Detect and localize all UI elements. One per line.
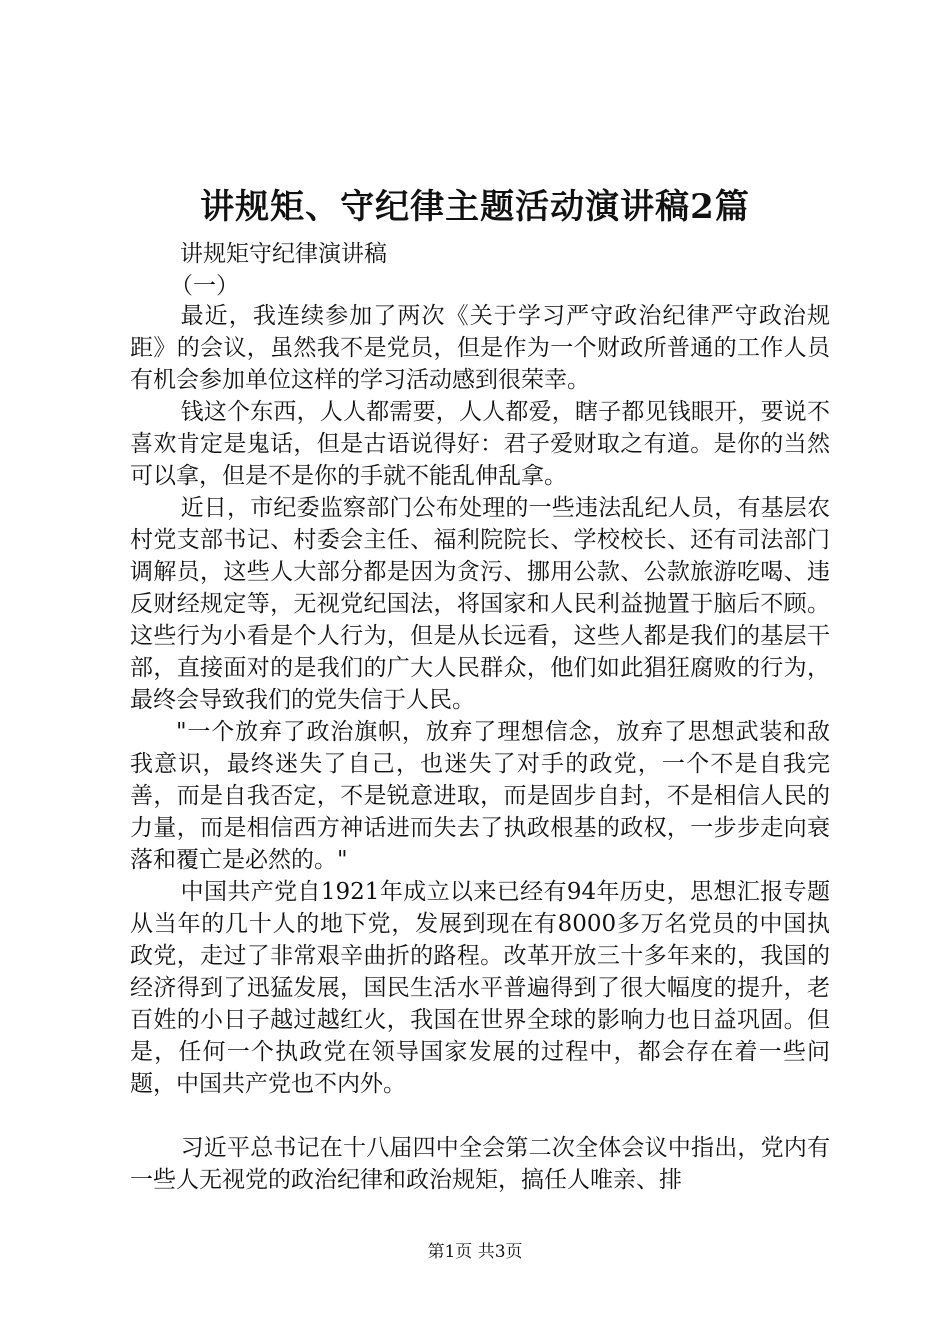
paragraph-6: 习近平总书记在十八届四中全会第二次全体会议中指出，党内有一些人无视党的政治纪律和政治规矩，搞任人唯亲、排 — [130, 1135, 830, 1193]
section-label: （一） — [170, 273, 239, 299]
paragraph-2: 钱这个东西，人人都需要，人人都爱，瞎子都见钱眼开，要说不喜欢肯定是鬼话，但是古语说得好：君子爱财取之有道。是你的当然可以拿，但是不是你的手就不能乱伸乱拿。 — [130, 399, 830, 489]
document-title: 讲规矩、守纪律主题活动演讲稿2篇 — [200, 187, 750, 227]
paragraph-spacer — [130, 1100, 830, 1132]
document-body — [130, 300, 830, 1196]
page-footer: 第1页 共3页 — [427, 1242, 523, 1262]
paragraph-5: 中国共产党自1921年成立以来已经有94年历史，思想汇报专题从当年的几十人的地下党，发展到现在有8000多万名党员的中国执政党，走过了非常艰辛曲折的路程。改革开放三十多年来的，我国的经济得到了迅猛发展，国民生活水平普遍得到了很大幅度的提升，老百姓的小日子越过越红火，我国在世界全球的影响力也日益巩固。但是，任何一个执政党在领导国家发展的过程中，都会存在着一些问题，中国共产党也不内外。 — [130, 879, 830, 1097]
paragraph-3: 近日，市纪委监察部门公布处理的一些违法乱纪人员，有基层农村党支部书记、村委会主任、福利院院长、学校校长、还有司法部门调解员，这些人大部分都是因为贪污、挪用公款、公款旅游吃喝、违反财经规定等，无视党纪国法，将国家和人民利益抛置于脑后不顾。这些行为小看是个人行为，但是从长远看，这些人都是我们的基层干部，直接面对的是我们的广大人民群众，他们如此猖狂腐败的行为，最终会导致我们的党失信于人民。 — [130, 495, 830, 713]
paragraph-1: 最近，我连续参加了两次《关于学习严守政治纪律严守政治规距》的会议，虽然我不是党员，但是作为一个财政所普通的工作人员有机会参加单位这样的学习活动感到很荣幸。 — [130, 303, 830, 393]
document-subtitle: 讲规矩守纪律演讲稿 — [180, 241, 387, 267]
paragraph-quote: "一个放弃了政治旗帜，放弃了理想信念，放弃了思想武装和敌我意识，最终迷失了自己，也迷失了对手的政党，一个不是自我完善，而是自我否定，不是锐意进取，而是固步自封，不是相信人民的力量，而是相信西方神话进而失去了执政根基的政权，一步步走向衰落和覆亡是必然的。" — [130, 719, 830, 873]
